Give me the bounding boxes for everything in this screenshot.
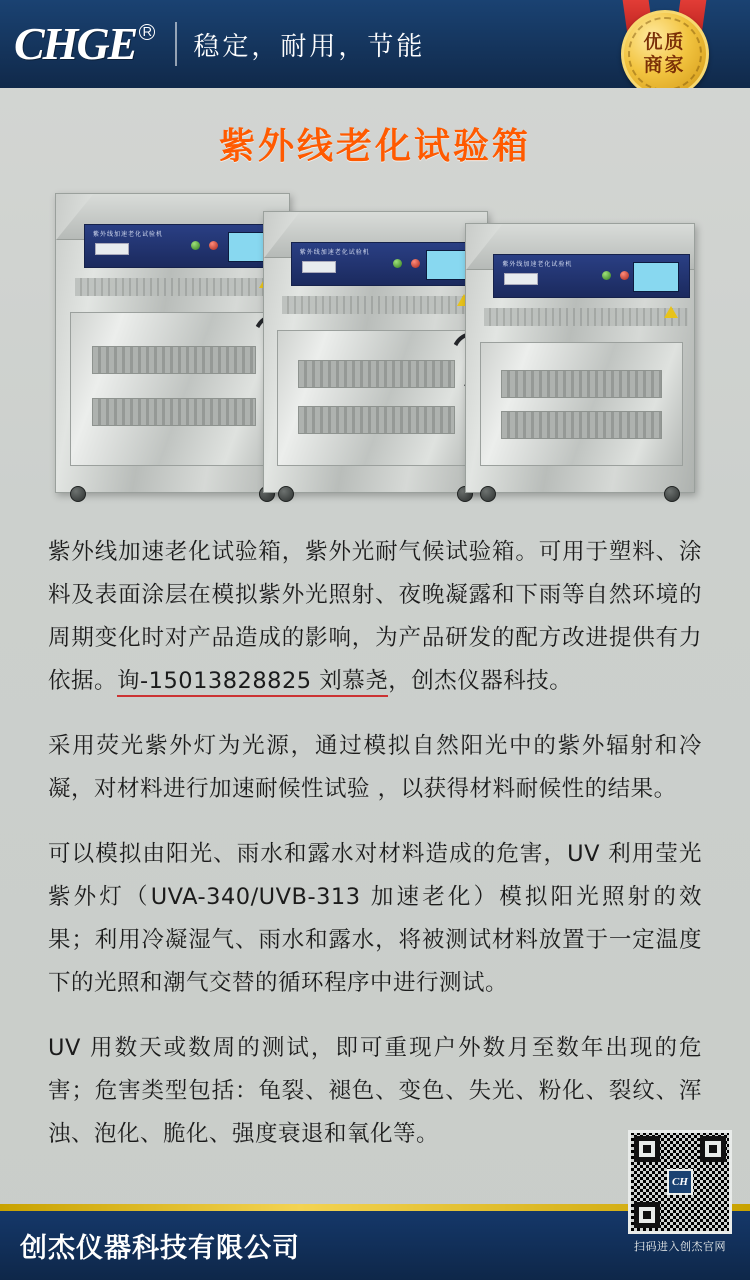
header-divider bbox=[175, 22, 177, 66]
qr-finder-top-left bbox=[634, 1136, 660, 1162]
panel-display-screen bbox=[633, 262, 679, 292]
panel-title-text: 紫外线加速老化试验机 bbox=[299, 250, 370, 256]
paragraph-4: UV 用数天或数周的测试，即可重现户外数月至数年出现的危害；危害类型包括：龟裂、褪色、变色、失光、粉化、裂纹、浑浊、泡化、脆化、强度衰退和氧化等。 bbox=[48, 1035, 702, 1147]
chamber-vents bbox=[282, 296, 481, 314]
panel-brand-plate bbox=[504, 273, 538, 285]
control-panel bbox=[84, 224, 285, 268]
page-title: 紫外线老化试验箱 bbox=[218, 126, 531, 167]
brand-logo bbox=[14, 18, 167, 70]
chamber-vents bbox=[484, 308, 688, 326]
qr-center-logo: CH bbox=[667, 1169, 693, 1195]
caster-wheel bbox=[70, 486, 86, 502]
company-name: 创杰仪器科技有限公司 bbox=[20, 1233, 300, 1264]
qr-finder-bottom-left bbox=[634, 1202, 660, 1228]
paragraph-1-text: 紫外线加速老化试验箱，紫外光耐气候试验箱。可用于塑料、涂料及表面涂层在模拟紫外光照射、夜晚凝露和下雨等自然环境的周期变化时对产品造成的影响，为产品研发的配方改进提供有力依据。 bbox=[48, 539, 702, 694]
chamber-vents bbox=[75, 278, 283, 296]
panel-knob-green bbox=[602, 271, 611, 280]
panel-knob-green bbox=[393, 259, 402, 268]
panel-brand-plate bbox=[95, 243, 129, 255]
gold-seal-icon bbox=[621, 10, 709, 88]
test-chamber-unit-3 bbox=[465, 223, 695, 493]
panel-knob-red bbox=[411, 259, 420, 268]
badge-line-1: 优质 bbox=[643, 31, 686, 53]
badge-line-2: 商家 bbox=[643, 54, 686, 76]
qr-finder-top-right bbox=[700, 1136, 726, 1162]
caster-wheel bbox=[664, 486, 680, 502]
header-slogan: 稳定，耐用，节能 bbox=[193, 31, 426, 62]
panel-title-text: 紫外线加速老化试验机 bbox=[92, 232, 163, 238]
chamber-door bbox=[480, 342, 683, 466]
chamber-door bbox=[277, 330, 475, 466]
qr-code-icon[interactable] bbox=[628, 1130, 732, 1234]
paragraph-1-tail: ，创杰仪器科技。 bbox=[388, 668, 573, 694]
chamber-door bbox=[70, 312, 277, 466]
logo-wordmark: CHGE bbox=[14, 18, 137, 69]
panel-brand-plate bbox=[302, 261, 336, 273]
test-chamber-unit-1 bbox=[55, 193, 290, 493]
caster-wheel bbox=[480, 486, 496, 502]
paragraph-2: 采用荧光紫外灯为光源，通过模拟自然阳光中的紫外辐射和冷凝，对材料进行加速耐候性试验 ，以获得材料耐候性的结果。 bbox=[48, 733, 702, 802]
warning-label-icon bbox=[664, 306, 678, 318]
paragraph-3: 可以模拟由阳光、雨水和露水对材料造成的危害，UV 利用莹光紫外灯（UVA-340/UVB-313 加速老化）模拟阳光照射的效果；利用冷凝湿气、雨水和露水，将被测试材料放置于一定温度下的光照和潮气交替的循环程序中进行测试。 bbox=[48, 841, 702, 996]
article-body bbox=[0, 511, 750, 1156]
gold-seal-inner bbox=[628, 17, 702, 88]
registered-trademark-icon: R bbox=[139, 24, 155, 40]
panel-knob-green bbox=[191, 241, 200, 250]
product-photo bbox=[55, 191, 695, 511]
panel-title-text: 紫外线加速老化试验机 bbox=[502, 262, 573, 268]
test-chamber-unit-2 bbox=[263, 211, 488, 493]
quality-merchant-badge bbox=[597, 0, 732, 88]
caster-wheel bbox=[278, 486, 294, 502]
panel-knob-red bbox=[209, 241, 218, 250]
qr-caption: 扫码进入创杰官网 bbox=[634, 1240, 726, 1253]
paragraph-1 bbox=[48, 531, 702, 703]
qr-code-block[interactable] bbox=[628, 1130, 732, 1254]
control-panel bbox=[493, 254, 690, 298]
contact-phone: 询-15013828825 刘慕尧 bbox=[117, 668, 388, 697]
panel-knob-red bbox=[620, 271, 629, 280]
site-header bbox=[0, 0, 750, 88]
control-panel bbox=[291, 242, 483, 286]
